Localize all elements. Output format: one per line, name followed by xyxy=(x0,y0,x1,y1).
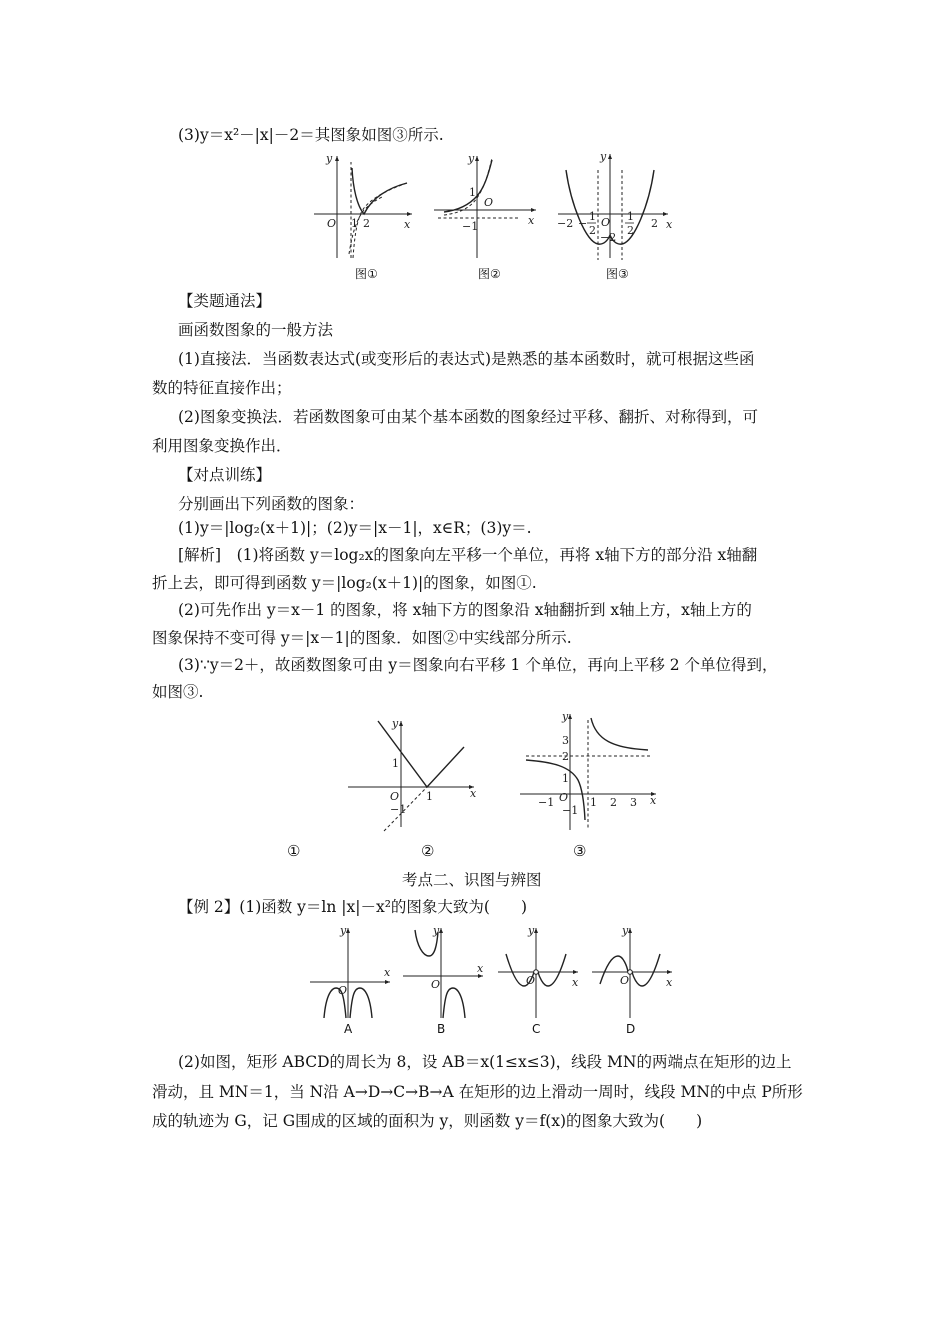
figure-mid-1 xyxy=(346,715,480,833)
line-18: 【例 2】(1)函数 y＝ln |x|－x²的图象大致为( ) xyxy=(178,898,528,916)
figure-top-3 xyxy=(556,150,674,262)
tick-label: −1 xyxy=(562,804,579,817)
choice-label-D: D xyxy=(626,1022,636,1036)
caption-fig1: 图① xyxy=(355,267,378,281)
section-title: 考点二、识图与辨图 xyxy=(402,871,542,889)
axis-y-label: y xyxy=(600,150,607,163)
tick-label: 2 xyxy=(627,224,634,237)
tick-label: − xyxy=(578,217,588,230)
choice-graph-C xyxy=(496,924,582,1020)
origin-label: O xyxy=(431,978,441,991)
line-4: (1)直接法．当函数表达式(或变形后的表达式)是熟悉的基本函数时，就可根据这些函 xyxy=(178,350,755,368)
choice-label-A: A xyxy=(344,1022,353,1036)
line-5: 数的特征直接作出； xyxy=(152,379,292,397)
tick-label: −1 xyxy=(538,796,555,809)
line-8: 【对点训练】 xyxy=(178,466,272,484)
axis-x-label: x xyxy=(666,976,673,989)
line-12: 折上去，即可得到函数 y＝|log₂(x＋1)|的图象，如图①. xyxy=(152,574,537,592)
figure-mid-2 xyxy=(518,710,660,834)
axis-x-label: x xyxy=(666,218,673,231)
axis-x-label: x xyxy=(528,214,535,227)
line-9: 分别画出下列函数的图象： xyxy=(178,495,365,513)
origin-label: O xyxy=(484,196,494,209)
axis-x-label: x xyxy=(650,794,657,807)
circle-label-2: ② xyxy=(421,842,435,860)
tick-label: 1 xyxy=(562,772,569,785)
axis-y-label: y xyxy=(468,152,475,165)
axis-y-label: y xyxy=(326,152,333,165)
tick-label: 3 xyxy=(630,796,637,809)
tick-label: 1 xyxy=(351,217,358,230)
axis-y-label: y xyxy=(528,924,535,937)
axis-x-label: x xyxy=(470,787,477,800)
tick-label: −2 xyxy=(600,231,617,244)
line-6: (2)图象变换法．若函数图象可由某个基本函数的图象经过平移、翻折、对称得到，可 xyxy=(178,408,758,426)
line-11: [解析] (1)将函数 y＝log₂x的图象向左平移一个单位，再将 x轴下方的部分沿 x轴翻 xyxy=(178,546,758,564)
line-19: (2)如图，矩形 ABCD的周长为 8，设 AB＝x(1≤x≤3)，线段 MN的两端点在矩形的边上 xyxy=(178,1053,792,1071)
origin-label: O xyxy=(327,217,337,230)
tick-label: 1 xyxy=(589,210,596,223)
axis-x-label: x xyxy=(404,218,411,231)
axis-x-label: x xyxy=(384,966,391,979)
axis-y-label: y xyxy=(433,924,440,937)
line-3: 画函数图象的一般方法 xyxy=(178,321,334,339)
tick-label: 1 xyxy=(426,790,433,803)
axis-y-label: y xyxy=(340,924,347,937)
line-20: 滑动，且 MN＝1，当 N沿 A→D→C→B→A 在矩形的边上滑动一周时，线段 MN的中点 P所形 xyxy=(152,1083,803,1101)
choice-graph-D xyxy=(590,924,676,1020)
tick-label: −2 xyxy=(557,217,574,230)
figure-top-2 xyxy=(432,150,542,262)
axis-y-label: y xyxy=(562,710,569,723)
tick-label: 2 xyxy=(363,217,370,230)
origin-label: O xyxy=(620,974,630,987)
tick-label: 2 xyxy=(589,224,596,237)
caption-fig3: 图③ xyxy=(606,267,629,281)
tick-label: 2 xyxy=(610,796,617,809)
tick-label: −1 xyxy=(462,220,479,233)
line-10: (1)y＝|log₂(x＋1)|；(2)y＝|x－1|，x∈R；(3)y＝. xyxy=(178,519,532,537)
origin-label: O xyxy=(526,974,536,987)
line-7: 利用图象变换作出． xyxy=(152,437,292,455)
tick-label: 1 xyxy=(469,186,476,199)
origin-label: O xyxy=(338,984,348,997)
line-16: 如图③. xyxy=(152,683,204,701)
line-21: 成的轨迹为 G，记 G围成的区域的面积为 y，则函数 y＝f(x)的图象大致为( ) xyxy=(152,1112,703,1130)
tick-label: 1 xyxy=(392,757,399,770)
tick-label: −1 xyxy=(390,803,407,816)
line-2: 【类题通法】 xyxy=(178,292,272,310)
axis-x-label: x xyxy=(477,962,484,975)
choice-graph-B xyxy=(401,924,487,1020)
caption-fig2: 图② xyxy=(478,267,501,281)
choice-graph-A xyxy=(308,924,394,1020)
circle-label-1: ① xyxy=(287,842,301,860)
axis-y-label: y xyxy=(392,717,399,730)
choice-label-B: B xyxy=(437,1022,446,1036)
tick-label: 2 xyxy=(651,217,658,230)
tick-label: 1 xyxy=(627,210,634,223)
line-15: (3)∵y＝2＋，故函数图象可由 y＝图象向右平移 1 个单位，再向上平移 2 个单位得到， xyxy=(178,656,778,674)
line-13: (2)可先作出 y＝x－1 的图象，将 x轴下方的图象沿 x轴翻折到 x轴上方，x轴上方的 xyxy=(178,601,752,619)
axis-y-label: y xyxy=(622,924,629,937)
axis-x-label: x xyxy=(572,976,579,989)
line-14: 图象保持不变可得 y＝|x－1|的图象．如图②中实线部分所示. xyxy=(152,629,572,647)
origin-label: O xyxy=(601,216,611,229)
figure-top-1 xyxy=(312,150,417,262)
choice-label-C: C xyxy=(532,1022,541,1036)
origin-label: O xyxy=(559,791,569,804)
tick-label: 1 xyxy=(590,796,597,809)
tick-label: 2 xyxy=(562,750,569,763)
tick-label: 3 xyxy=(562,734,569,747)
line-1: (3)y＝x²－|x|－2＝其图象如图③所示. xyxy=(178,126,444,144)
origin-label: O xyxy=(390,790,400,803)
circle-label-3: ③ xyxy=(573,842,587,860)
